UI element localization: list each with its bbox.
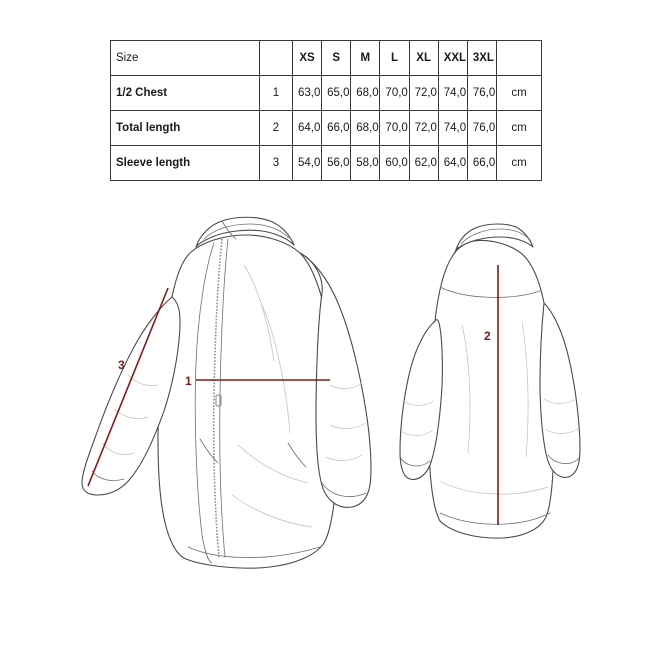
cell-half-chest-xs: 63,0 [293, 76, 322, 111]
cell-half-chest-3xl: 76,0 [467, 76, 496, 111]
header-size-l: L [380, 41, 409, 76]
front-body-outline [158, 235, 337, 568]
cell-half-chest-s: 65,0 [322, 76, 351, 111]
cell-sleeve-length-s: 56,0 [322, 146, 351, 181]
header-size-xxl: XXL [438, 41, 467, 76]
row-label-total-length: Total length [111, 111, 260, 146]
cell-half-chest-l: 70,0 [380, 76, 409, 111]
half-chest-measure-label: 1 [185, 374, 192, 388]
jacket-front-view [82, 217, 371, 568]
sleeve-length-measure-label: 3 [118, 358, 125, 372]
row-marker-half-chest: 1 [260, 76, 293, 111]
header-size-s: S [322, 41, 351, 76]
row-label-sleeve-length: Sleeve length [111, 146, 260, 181]
cell-total-length-xxl: 74,0 [438, 111, 467, 146]
cell-sleeve-length-3xl: 66,0 [467, 146, 496, 181]
header-size-m: M [351, 41, 380, 76]
header-size-3xl: 3XL [467, 41, 496, 76]
cell-half-chest-xxl: 74,0 [438, 76, 467, 111]
row-label-half-chest: 1/2 Chest [111, 76, 260, 111]
cell-total-length-l: 70,0 [380, 111, 409, 146]
header-size-xs: XS [293, 41, 322, 76]
row-unit-half-chest: cm [497, 76, 542, 111]
header-num-cell [260, 41, 293, 76]
cell-sleeve-length-xs: 54,0 [293, 146, 322, 181]
row-marker-total-length: 2 [260, 111, 293, 146]
row-unit-total-length: cm [497, 111, 542, 146]
back-right-sleeve [540, 303, 580, 477]
cell-total-length-s: 66,0 [322, 111, 351, 146]
size-chart-table [110, 40, 542, 181]
cell-half-chest-xl: 72,0 [409, 76, 438, 111]
header-size-xl: XL [409, 41, 438, 76]
jacket-back-view [400, 224, 580, 538]
cell-total-length-xs: 64,0 [293, 111, 322, 146]
header-unit-cell [497, 41, 542, 76]
cell-half-chest-m: 68,0 [351, 76, 380, 111]
cell-total-length-m: 68,0 [351, 111, 380, 146]
size-chart-table-container [110, 40, 542, 181]
cell-sleeve-length-xxl: 64,0 [438, 146, 467, 181]
table-row [111, 146, 542, 181]
total-length-measure-label: 2 [484, 329, 491, 343]
header-size-label: Size [111, 41, 260, 76]
cell-sleeve-length-xl: 62,0 [409, 146, 438, 181]
row-marker-sleeve-length: 3 [260, 146, 293, 181]
cell-total-length-3xl: 76,0 [467, 111, 496, 146]
table-header-row [111, 41, 542, 76]
back-body-outline [429, 240, 554, 538]
table-row [111, 111, 542, 146]
row-unit-sleeve-length: cm [497, 146, 542, 181]
cell-total-length-xl: 72,0 [409, 111, 438, 146]
cell-sleeve-length-l: 60,0 [380, 146, 409, 181]
table-row [111, 76, 542, 111]
jacket-measurement-diagram [0, 195, 650, 650]
cell-sleeve-length-m: 58,0 [351, 146, 380, 181]
